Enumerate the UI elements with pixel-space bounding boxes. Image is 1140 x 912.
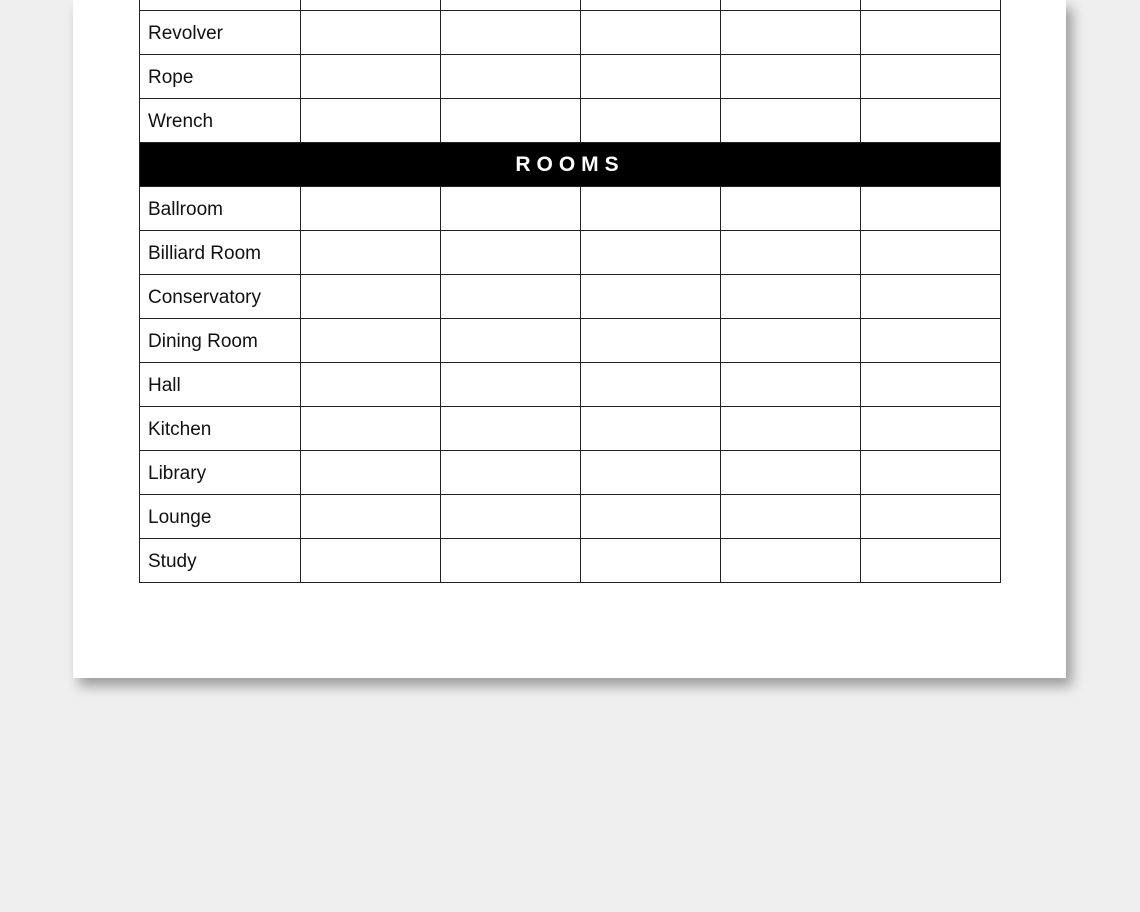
row-label: Conservatory [140, 275, 301, 319]
check-cell[interactable] [301, 451, 441, 495]
check-cell[interactable] [301, 407, 441, 451]
check-cell[interactable] [721, 363, 861, 407]
check-cell[interactable] [441, 319, 581, 363]
check-cell[interactable] [721, 319, 861, 363]
weapon-row [140, 0, 1001, 11]
check-cell[interactable] [301, 0, 441, 11]
check-cell[interactable] [721, 55, 861, 99]
check-cell[interactable] [441, 407, 581, 451]
check-cell[interactable] [581, 55, 721, 99]
check-cell[interactable] [581, 451, 721, 495]
check-cell[interactable] [441, 231, 581, 275]
check-cell[interactable] [441, 0, 581, 11]
check-cell[interactable] [581, 99, 721, 143]
check-cell[interactable] [861, 275, 1001, 319]
check-cell[interactable] [581, 231, 721, 275]
row-label: Dining Room [140, 319, 301, 363]
weapon-row [140, 11, 1001, 55]
room-row [140, 451, 1001, 495]
weapon-row [140, 99, 1001, 143]
check-cell[interactable] [301, 55, 441, 99]
check-cell[interactable] [721, 451, 861, 495]
check-cell[interactable] [301, 187, 441, 231]
room-row [140, 319, 1001, 363]
check-cell[interactable] [721, 539, 861, 583]
check-cell[interactable] [721, 275, 861, 319]
row-label: Revolver [140, 11, 301, 55]
check-cell[interactable] [441, 55, 581, 99]
check-cell[interactable] [301, 363, 441, 407]
check-cell[interactable] [861, 99, 1001, 143]
check-cell[interactable] [301, 495, 441, 539]
check-cell[interactable] [861, 11, 1001, 55]
check-cell[interactable] [301, 275, 441, 319]
room-row [140, 495, 1001, 539]
check-cell[interactable] [581, 363, 721, 407]
room-row [140, 539, 1001, 583]
check-cell[interactable] [441, 11, 581, 55]
check-cell[interactable] [581, 275, 721, 319]
check-cell[interactable] [861, 319, 1001, 363]
room-row [140, 187, 1001, 231]
check-cell[interactable] [581, 0, 721, 11]
room-row [140, 231, 1001, 275]
rooms-header-label: ROOMS [140, 143, 1001, 187]
row-label: Study [140, 539, 301, 583]
check-cell[interactable] [441, 451, 581, 495]
row-label: Hall [140, 363, 301, 407]
check-cell[interactable] [861, 231, 1001, 275]
row-label: Kitchen [140, 407, 301, 451]
check-cell[interactable] [861, 407, 1001, 451]
room-row [140, 363, 1001, 407]
room-row [140, 275, 1001, 319]
check-cell[interactable] [441, 187, 581, 231]
check-cell[interactable] [721, 187, 861, 231]
check-cell[interactable] [581, 187, 721, 231]
check-cell[interactable] [301, 319, 441, 363]
check-cell[interactable] [301, 99, 441, 143]
room-row [140, 407, 1001, 451]
row-label: Rope [140, 55, 301, 99]
row-label: Billiard Room [140, 231, 301, 275]
check-cell[interactable] [581, 495, 721, 539]
row-label: Ballroom [140, 187, 301, 231]
row-label: Wrench [140, 99, 301, 143]
check-cell[interactable] [721, 407, 861, 451]
check-cell[interactable] [721, 495, 861, 539]
check-cell[interactable] [441, 99, 581, 143]
check-cell[interactable] [721, 231, 861, 275]
check-cell[interactable] [581, 11, 721, 55]
check-cell[interactable] [721, 0, 861, 11]
check-cell[interactable] [301, 539, 441, 583]
check-cell[interactable] [581, 407, 721, 451]
check-cell[interactable] [721, 99, 861, 143]
clue-checklist-table [139, 0, 1001, 583]
check-cell[interactable] [861, 0, 1001, 11]
check-cell[interactable] [441, 275, 581, 319]
row-label [140, 0, 301, 11]
weapon-row [140, 55, 1001, 99]
check-cell[interactable] [441, 539, 581, 583]
check-cell[interactable] [301, 11, 441, 55]
check-cell[interactable] [861, 539, 1001, 583]
check-cell[interactable] [721, 11, 861, 55]
check-cell[interactable] [581, 539, 721, 583]
check-cell[interactable] [861, 495, 1001, 539]
check-cell[interactable] [861, 55, 1001, 99]
check-cell[interactable] [861, 187, 1001, 231]
check-cell[interactable] [441, 363, 581, 407]
check-cell[interactable] [441, 495, 581, 539]
check-cell[interactable] [861, 363, 1001, 407]
rooms-section-header [140, 143, 1001, 187]
checklist-page [73, 0, 1066, 678]
check-cell[interactable] [301, 231, 441, 275]
check-cell[interactable] [581, 319, 721, 363]
row-label: Library [140, 451, 301, 495]
check-cell[interactable] [861, 451, 1001, 495]
row-label: Lounge [140, 495, 301, 539]
